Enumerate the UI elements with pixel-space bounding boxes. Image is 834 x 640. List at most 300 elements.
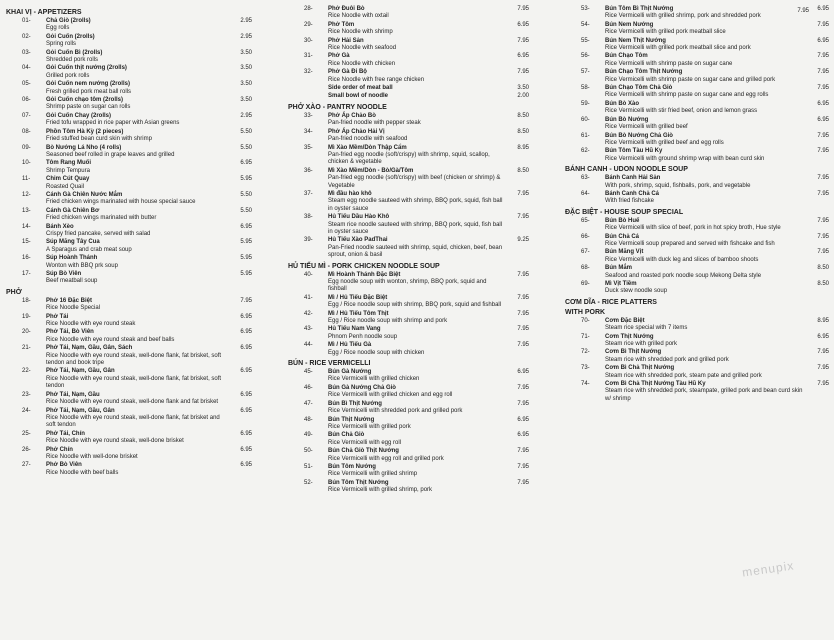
item-name: Bánh Canh Chả Cá: [605, 190, 660, 197]
item-name: Bún Gà Nướng: [328, 369, 372, 376]
item-name: Mì / Hủ Tiếu Tôm Thịt: [328, 310, 389, 317]
item-description: Egg / Rice noodle soup with shrimp and pork: [328, 318, 448, 325]
item-description: Pan-Fried noodle sauteed with shrimp, squid, chicken, beef, bean sprout, onion & basil: [328, 244, 503, 259]
item-number: 38-: [304, 214, 313, 221]
item-name: Hủ Tiếu Dầu Hào Khô: [328, 214, 390, 221]
item-name: Gỏi Cuốn Chay (2rolls): [46, 112, 112, 119]
menu-item: [288, 464, 533, 479]
item-price: 8.50: [817, 265, 829, 272]
item-number: 10-: [22, 160, 31, 167]
item-price: 7.95: [817, 190, 829, 197]
item-price: 6.95: [240, 446, 252, 453]
menu-item: [6, 65, 256, 80]
item-name: Phở Hải Sản: [328, 37, 364, 44]
item-price: 7.95: [517, 294, 529, 301]
item-description: Egg noodle soup with wonton, shrimp, BBQ pork, squid and fishball: [328, 279, 487, 293]
menu-item: [565, 381, 833, 403]
item-description: Pan-fried noodle with pepper steak: [328, 120, 421, 127]
item-number: 05-: [22, 81, 31, 88]
item-price: 5.95: [240, 176, 252, 183]
menu-item: [6, 176, 256, 191]
item-description: Fried tofu wrapped in rice paper with Asian greens: [46, 120, 180, 127]
item-description: Rice Noodle with eye round steak, well-done flank, fat brisket, soft tendon and book tripe: [46, 352, 222, 367]
menu-item: [288, 480, 533, 495]
item-name: Súp Măng Tây Cua: [46, 239, 100, 246]
item-description: Rice Vermicelli with grilled shrimp: [328, 471, 418, 478]
item-name: Gỏi Cuốn nem nướng (2rolls): [46, 81, 130, 88]
item-price: 8.95: [817, 317, 829, 324]
item-price: 6.95: [240, 368, 252, 375]
item-number: 41-: [304, 294, 313, 301]
item-number: 69-: [581, 281, 590, 287]
menu-item: [288, 385, 533, 400]
item-name: Bún Chạo Tôm: [605, 53, 648, 60]
item-description: Rice Vermicelli with shrimp paste on sugar cane and grilled pork: [605, 76, 776, 83]
item-description: Rice Vermicelli soup prepared and served with fishcake and fish: [605, 240, 775, 247]
menu-item: [565, 234, 833, 249]
item-number: 49-: [304, 432, 313, 439]
section-title: BÚN - RICE VERMICELLI: [288, 360, 371, 368]
item-description: Rice Vermicelli with stir fried beef, onion and lemon grass: [605, 108, 758, 115]
item-number: 66-: [581, 233, 590, 240]
item-description: Rice Vermicelli with grilled chicken and egg roll: [328, 392, 453, 399]
item-name: Bún Tôm Nướng: [328, 463, 376, 470]
item-description: Rice Vermicelli with shrimp paste on sugar cane: [605, 60, 733, 67]
item-name: Bò Nướng Lá Nho (4 rolls): [46, 144, 122, 151]
item-price: 5.50: [240, 191, 252, 198]
section-title: HỦ TIẾU MÌ - PORK CHICKEN NOODLE SOUP: [288, 262, 440, 270]
item-name: Phở Chín: [46, 446, 73, 453]
menu-item: [288, 113, 533, 128]
menu-item: [6, 160, 256, 175]
item-price: 6.95: [817, 37, 829, 44]
item-description: Fried stuffed bean curd skin with shrimp: [46, 136, 152, 143]
item-price: 3.50: [240, 97, 252, 104]
item-description: Seafood and roasted pork noodle soup Mekong Delta style: [605, 272, 762, 279]
item-description: Rice Noodle with chicken: [328, 60, 396, 67]
menu-item: [6, 392, 256, 407]
menu-item: [288, 6, 533, 21]
item-number: 13-: [22, 207, 31, 214]
item-price: 5.95: [240, 271, 252, 277]
item-description: Rice Vermicelli with ground shrimp wrap with bean curd skin: [605, 155, 765, 162]
item-price: 7.95: [517, 479, 529, 486]
item-description: Steam rice with shredded pork and grilled pork: [605, 356, 729, 363]
item-price: 6.95: [240, 391, 252, 398]
menu-item: [6, 329, 256, 344]
item-number: 42-: [304, 310, 313, 317]
item-name: Phở Bò Viên: [46, 462, 82, 469]
item-number: 50-: [304, 448, 313, 455]
menu-item: [6, 81, 256, 96]
menu-column-3: [565, 6, 833, 404]
item-price: 7.95: [817, 132, 829, 139]
menu-item: [288, 295, 533, 310]
menu-item: [565, 281, 833, 296]
item-description: Duck stew noodle soup: [605, 288, 668, 295]
menu-item: [288, 145, 533, 167]
item-price: 6.95: [240, 329, 252, 336]
item-description: Fried chicken wings marinated with butter: [46, 215, 157, 222]
item-price: 7.95: [817, 21, 829, 28]
item-description: Rice Vermicelli with egg roll: [328, 439, 402, 446]
item-name: Cơm Bì Chả Thịt Nướng: [605, 365, 675, 372]
menu-item: [565, 349, 833, 364]
item-number: 15-: [22, 239, 31, 246]
item-name: Mì đầu hào khô: [328, 190, 372, 197]
menu-item: [6, 255, 256, 270]
item-description: Egg rolls: [46, 25, 70, 32]
item-description: Pan-fried egg noodle (soft/crispy) with shrimp, squid, scallop, chicken & vegetable: [328, 151, 490, 166]
item-description: Steam rice with grilled pork: [605, 341, 678, 348]
item-price: 7.95: [517, 69, 529, 76]
item-name: Cơm Thịt Nướng: [605, 333, 654, 340]
item-number: 09-: [22, 144, 31, 151]
menu-item: [565, 148, 833, 163]
menu-item: [6, 314, 256, 329]
item-name: Mì Xào Mềm/Dòn - Bò/Gà/Tôm: [328, 167, 414, 174]
item-price: 7.95: [517, 448, 529, 455]
section-title: PHỞ XÀO - PANTRY NOODLE: [288, 103, 387, 111]
menu-item: [6, 208, 256, 223]
menu-item: [565, 334, 833, 349]
item-description: Spring rolls: [46, 41, 77, 48]
menu-item: [6, 239, 256, 254]
item-description: Rice Vermicelli with grilled pork meatball slice: [605, 29, 726, 36]
item-description: Shrimp Tempura: [46, 167, 90, 174]
section-title: KHAI VỊ - APPETIZERS: [6, 9, 82, 16]
item-description: Rice Vermicelli with grilled pork: [328, 423, 411, 430]
menu-item: [288, 272, 533, 294]
item-price: 3.50: [517, 85, 529, 92]
item-number: 57-: [581, 69, 590, 76]
item-number: 22-: [22, 368, 31, 375]
item-description: Rice Noodle with shrimp: [328, 29, 393, 36]
item-price: 6.95: [517, 432, 529, 439]
item-name: Mì / Hủ Tiếu Gà: [328, 342, 372, 349]
menu-item: [565, 6, 833, 21]
menu-item: [6, 192, 256, 207]
item-name: Bún Gà Nướng Chả Giò: [328, 384, 396, 391]
item-number: 21-: [22, 345, 31, 352]
item-price: 7.95: [240, 297, 252, 304]
item-number: 31-: [304, 53, 313, 60]
item-description: Pan-fried noodle with seafood: [328, 136, 408, 143]
item-name: Mì Xào Mềm/Dòn Thập Cẩm: [328, 144, 407, 151]
menu-item: [6, 224, 256, 239]
item-name: Bún Chả Giò Thịt Nướng: [328, 448, 399, 455]
item-number: 11-: [22, 176, 31, 183]
item-number: 44-: [304, 342, 313, 349]
item-price: 6.95: [817, 333, 829, 340]
menu-item: [565, 265, 833, 280]
item-price: 7.95: [817, 175, 829, 182]
item-number: 68-: [581, 265, 590, 272]
item-name: Phở Tôm: [328, 21, 355, 28]
item-number: 25-: [22, 430, 31, 437]
item-price: 5.95: [240, 255, 252, 262]
item-number: 45-: [304, 369, 313, 376]
item-name: Bún Nem Nướng: [605, 21, 654, 28]
item-price: 7.95: [817, 69, 829, 76]
item-name: Bánh Canh Hải Sản: [605, 175, 661, 182]
item-description: Rice Noodle with oxtail: [328, 13, 389, 20]
item-name: Phở Tái, Bò Viên: [46, 329, 94, 336]
item-name: Mì Hoành Thánh Đặc Biệt: [328, 271, 401, 278]
item-price: 6.95: [240, 223, 252, 230]
item-price: 6.95: [817, 100, 829, 107]
item-description: Rice Noodle with beef balls: [46, 469, 119, 476]
item-name: Bún Tôm Bì Thịt Nướng: [605, 6, 674, 12]
item-name: Bún Mắm: [605, 265, 632, 272]
item-number: 63-: [581, 175, 590, 182]
item-name: Phở Áp Chảo Bò: [328, 112, 376, 119]
menu-item: [288, 401, 533, 416]
item-number: 32-: [304, 69, 313, 76]
menu-item: [288, 448, 533, 463]
item-description: Steam rice with shredded pork, steampate, grilled pork and bean curd skin w/ shrimp: [605, 388, 803, 402]
item-number: 36-: [304, 167, 313, 174]
item-description: Rice Noodle with eye round steak: [46, 321, 136, 328]
menu-item: [565, 69, 833, 84]
item-number: 06-: [22, 97, 31, 104]
item-number: 16-: [22, 255, 31, 262]
item-description: Steam rice with shredded pork, steam pate and grilled pork: [605, 372, 762, 379]
item-price: 5.95: [240, 239, 252, 246]
item-description: Rice Vermicelli with shrimp paste on sugar cane and egg rolls: [605, 92, 769, 99]
item-name: Hủ Tiếu Nam Vang: [328, 326, 381, 333]
item-number: 54-: [581, 21, 590, 28]
menu-item: [565, 133, 833, 148]
menu-item: [565, 38, 833, 53]
menu-item: [288, 342, 533, 357]
item-number: 02-: [22, 33, 31, 40]
item-name: Phở Tái, Nạm, Gầu, Gân: [46, 407, 115, 414]
menu-item: [288, 129, 533, 144]
item-price: 7.95: [817, 249, 829, 256]
item-price: 8.50: [517, 167, 529, 174]
item-description: Rice Noodle with eye round steak, well-done flank, fat brisket and soft tendon: [46, 414, 220, 429]
item-description: Rice Vermicelli with grilled pork meatball slice and pork: [605, 45, 751, 52]
item-name: Small bowl of noodle: [328, 93, 388, 100]
item-name: Gỏi Cuốn (2rolls): [46, 33, 95, 40]
watermark: menupix: [740, 558, 795, 580]
item-name: Bún Tôm Thịt Nướng: [328, 479, 389, 486]
item-price: 3.50: [240, 81, 252, 88]
menu-item: [565, 318, 833, 333]
item-name: Bún Bò Nướng: [605, 116, 649, 123]
item-price: 6.95: [240, 462, 252, 469]
item-price: 6.95: [240, 313, 252, 320]
item-name: Phở Tái, Nạm, Gầu, Gân: [46, 368, 115, 375]
item-name: Phở Áp Chảo Hải Vị: [328, 128, 385, 135]
menu-item: [565, 53, 833, 68]
section-title: CƠM DĨA - RICE PLATTERS: [565, 298, 657, 306]
item-number: 72-: [581, 349, 590, 356]
item-price: 7.95: [817, 349, 829, 356]
item-number: 35-: [304, 144, 313, 151]
menu-item: [288, 69, 533, 84]
item-number: 23-: [22, 391, 31, 398]
item-name: Cánh Gà Chiên Nước Mắm: [46, 191, 123, 198]
section-title: PHỞ: [6, 288, 22, 296]
menu-item: [565, 191, 833, 206]
item-number: 74-: [581, 381, 590, 388]
item-name: Chim Cút Quay: [46, 176, 90, 183]
menu-item: [6, 145, 256, 160]
item-number: 04-: [22, 65, 31, 72]
item-price: 5.50: [240, 207, 252, 214]
item-description: Wonton with BBQ prk soup: [46, 262, 118, 269]
item-price: 6.95: [240, 345, 252, 352]
item-price: 9.25: [517, 237, 529, 244]
item-number: 60-: [581, 116, 590, 123]
item-price: 7.95: [517, 384, 529, 391]
menu-item: [6, 298, 256, 313]
item-price: 7.95: [817, 365, 829, 372]
item-number: 53-: [581, 6, 590, 12]
item-name: Side order of meat ball: [328, 85, 393, 92]
item-price: 6.95: [517, 416, 529, 423]
item-name: Phồn Tôm Hà Kỳ (2 pieces): [46, 128, 124, 135]
item-name: Phở Tái, Nạm, Gầu, Gân, Sách: [46, 345, 133, 352]
item-price: 6.95: [517, 21, 529, 28]
item-description: Rice Vermicelli with grilled beef: [605, 124, 688, 131]
menu-item: [288, 369, 533, 384]
item-description: Grilled pork rolls: [46, 72, 90, 79]
item-name: Phở Gà Đi Bộ: [328, 69, 367, 76]
item-name: Bún Bò Xào: [605, 100, 639, 107]
item-description: Rice Noodle with eye round steak, well-done brisket: [46, 438, 184, 445]
item-description: Rice Vermicelli with grilled shrimp, pork and shredded pork: [605, 13, 761, 20]
item-price: 8.50: [517, 128, 529, 135]
item-number: 01-: [22, 18, 31, 24]
item-price: 6.95: [240, 407, 252, 414]
item-description: Rice Vermicelli with slice of beef, pork in hot spicy broth, Hue style: [605, 225, 781, 232]
item-number: 39-: [304, 237, 313, 244]
item-number: 37-: [304, 190, 313, 197]
item-price: 2.95: [240, 33, 252, 40]
item-description: Egg / Rice noodle soup with shrimp, BBQ pork, squid and fishball: [328, 302, 502, 309]
menu-item: [288, 237, 533, 259]
item-price: 2.95: [240, 18, 252, 24]
item-number: 48-: [304, 416, 313, 423]
item-number: 12-: [22, 191, 31, 198]
item-name: Bún Tôm Tàu Hũ Ky: [605, 148, 663, 155]
item-number: 70-: [581, 317, 590, 324]
item-price: 7.95: [817, 233, 829, 240]
menu-item: [565, 117, 833, 132]
item-name: Cơm Bì Chả Thịt Nướng Tàu Hũ Ky: [605, 381, 706, 388]
item-description: Rice Vermicelli with grilled shrimp, pork: [328, 487, 433, 494]
item-description: Fresh grilled pork meat ball rolls: [46, 88, 132, 95]
item-description: Pan-fried egg noodle (soft/crispy) with beef (chicken or shrimp) & Vegetable: [328, 175, 501, 189]
item-price: 7.95: [517, 6, 529, 12]
item-number: 43-: [304, 326, 313, 333]
item-description: Shredded pork rolls: [46, 57, 99, 64]
item-name: Cơm Bì Thịt Nướng: [605, 349, 662, 356]
menu-item: [288, 311, 533, 326]
item-name: Bún Bò Nướng Chả Giò: [605, 132, 673, 139]
item-price: 7.95: [517, 400, 529, 407]
item-number: 24-: [22, 407, 31, 414]
menu-column-2: [288, 6, 533, 496]
item-number: 47-: [304, 400, 313, 407]
item-price: 6.95: [817, 6, 829, 12]
item-price: 7.95: [517, 190, 529, 197]
item-number: 73-: [581, 365, 590, 372]
item-description: Fried chicken wings marinated with house special sauce: [46, 199, 196, 206]
item-name: Phở 16 Đặc Biệt: [46, 297, 92, 304]
item-number: 14-: [22, 223, 31, 230]
item-number: 18-: [22, 297, 31, 304]
menu-item: [565, 218, 833, 233]
item-number: 61-: [581, 132, 590, 139]
menu-item: [288, 93, 533, 100]
menu-item: [6, 50, 256, 65]
item-name: Cánh Gà Chiên Bơ: [46, 207, 100, 214]
item-number: 52-: [304, 479, 313, 486]
menu-item: [6, 408, 256, 430]
item-name: Tôm Rang Muối: [46, 160, 91, 167]
item-price: 8.50: [817, 281, 829, 287]
item-name: Phở Gà: [328, 53, 350, 60]
item-number: 27-: [22, 462, 31, 469]
item-name: Bún Chả Cá: [605, 233, 640, 240]
item-description: Steam rice special with 7 items: [605, 325, 688, 332]
menu-item: [565, 175, 833, 190]
item-name: Súp Bò Viên: [46, 271, 82, 277]
item-description: Rice Noodle with eye round steak, well-done flank and fat brisket: [46, 399, 219, 406]
item-number: 59-: [581, 100, 590, 107]
item-price: 7.95: [817, 217, 829, 224]
item-description: Rice Vermicelli with grilled chicken: [328, 376, 420, 383]
section-title: ĐẶC BIỆT - HOUSE SOUP SPECIAL: [565, 208, 684, 216]
item-description: Rice Vermicelli with shredded pork and grilled pork: [328, 408, 463, 415]
item-description: Seasoned beef rolled in grape leaves and grilled: [46, 151, 175, 158]
menu-item: [288, 191, 533, 213]
item-price: 8.95: [517, 144, 529, 151]
item-number: 58-: [581, 85, 590, 92]
item-description: Crispy fried pancake, served with salad: [46, 230, 151, 237]
item-price: 7.95: [517, 463, 529, 470]
item-name: Chả Giò (2rolls): [46, 18, 91, 24]
item-price: 6.95: [517, 369, 529, 376]
menu-item: [6, 34, 256, 49]
menu-item: [6, 129, 256, 144]
menu-column-1: [6, 6, 256, 478]
item-number: 46-: [304, 384, 313, 391]
item-price: 7.95: [517, 37, 529, 44]
item-name: Bún Chạo Tôm Thịt Nướng: [605, 69, 683, 76]
item-price: 7.95: [817, 53, 829, 60]
menu-item: [288, 22, 533, 37]
menu-item: [288, 432, 533, 447]
menu-item: [6, 271, 256, 286]
item-name: Mì Vịt Tiềm: [605, 281, 637, 287]
item-name: Bún Măng Vịt: [605, 249, 644, 256]
item-description: Rice Noodle with eye round steak, well-done flank, fat brisket, soft tendon: [46, 375, 222, 390]
item-name: Bún Bì Thịt Nướng: [328, 400, 382, 407]
item-description: Rice Noodle with well-done brisket: [46, 453, 138, 460]
menu-item: [565, 101, 833, 116]
item-price: 7.95: [817, 381, 829, 388]
menu-item: [288, 214, 533, 236]
menu-item: [6, 18, 256, 33]
menu-item: [565, 365, 833, 380]
item-name: Phở Đuôi Bò: [328, 6, 365, 12]
item-number: 51-: [304, 463, 313, 470]
